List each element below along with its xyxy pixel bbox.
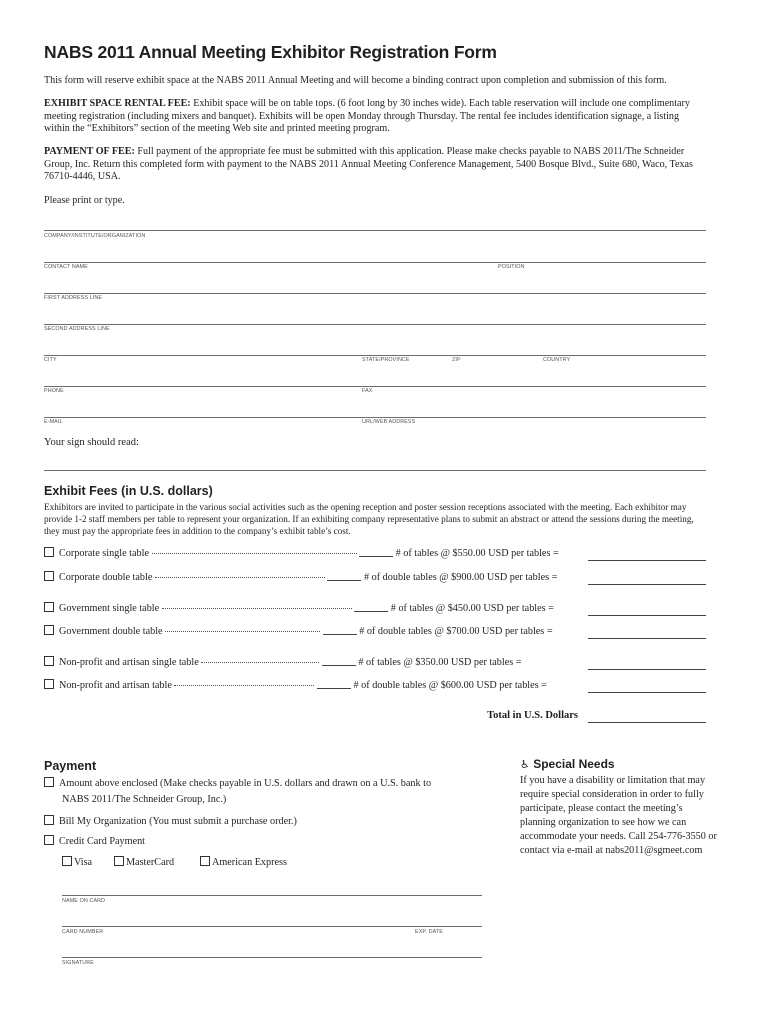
fee-label: Non-profit and artisan single table: [59, 657, 199, 668]
corporate-single-qty-input[interactable]: [359, 555, 393, 557]
payment-option-bill: [44, 815, 297, 827]
card-mastercard: [114, 856, 174, 868]
fee-label: Non-profit and artisan table: [59, 680, 172, 691]
leader-dots: [165, 630, 320, 632]
card-number-label: CARD NUMBER: [62, 929, 104, 935]
government-single-amount-input[interactable]: [588, 615, 706, 616]
leader-dots: [201, 661, 319, 663]
sign-label: Your sign should read:: [44, 437, 139, 448]
fee-rate: # of double tables @ $700.00 USD per tables =: [359, 626, 553, 637]
fee-row-nonprofit-double: [44, 679, 547, 693]
leader-dots: [162, 607, 352, 609]
bill-org-checkbox[interactable]: [44, 815, 54, 825]
fee-rate: # of tables @ $550.00 USD per tables =: [395, 548, 559, 559]
contact-label: CONTACT NAME: [44, 264, 88, 270]
visa-label: Visa: [74, 857, 93, 868]
email-input[interactable]: [44, 417, 706, 418]
fee-rate: # of tables @ $450.00 USD per tables =: [390, 603, 554, 614]
country-label: COUNTRY: [543, 357, 571, 363]
mastercard-checkbox[interactable]: [114, 856, 124, 866]
fee-label: Corporate single table: [59, 548, 149, 559]
fee-row-government-single: [44, 602, 554, 616]
enclosed-checkbox[interactable]: [44, 777, 54, 787]
government-double-checkbox[interactable]: [44, 625, 54, 635]
total-label: Total in U.S. Dollars: [487, 710, 578, 721]
address2-label: SECOND ADDRESS LINE: [44, 326, 110, 332]
fees-description: Exhibitors are invited to participate in the various social activities such as the opening reception and poster session receptions associated with the meeting. Each exhibitor may provide 1-2 staff members per table to represent your organization. If an exhibiting company representative plans to submit an abstract or attend the sessions during the meeting, they must pay the appropriate fees in addition to the company’s exhibit table’s cost.: [44, 502, 694, 537]
phone-input[interactable]: [44, 386, 706, 387]
bill-org-label: Bill My Organization (You must submit a purchase order.): [59, 816, 297, 827]
name-on-card-label: NAME ON CARD: [62, 898, 106, 904]
card-amex: [200, 856, 287, 868]
signature-input[interactable]: [62, 957, 482, 958]
fax-label: FAX: [362, 388, 373, 394]
leader-dots: [152, 552, 357, 554]
special-needs-heading-row: [520, 757, 615, 771]
zip-label: ZIP: [452, 357, 461, 363]
card-number-input[interactable]: [62, 926, 482, 927]
amex-label: American Express: [212, 857, 287, 868]
fee-rate: # of double tables @ $900.00 USD per tables =: [364, 572, 558, 583]
fee-rate: # of double tables @ $600.00 USD per tables =: [353, 680, 547, 691]
rental-fee-label: EXHIBIT SPACE RENTAL FEE:: [44, 98, 191, 109]
corporate-double-checkbox[interactable]: [44, 571, 54, 581]
leader-dots: [174, 684, 314, 686]
special-needs-heading: Special Needs: [533, 757, 615, 771]
government-single-qty-input[interactable]: [354, 610, 388, 612]
position-label: POSITION: [498, 264, 525, 270]
address2-input[interactable]: [44, 324, 706, 325]
fee-row-corporate-single: [44, 547, 559, 561]
nonprofit-single-checkbox[interactable]: [44, 656, 54, 666]
fee-row-corporate-double: [44, 571, 557, 585]
fees-heading: Exhibit Fees (in U.S. dollars): [44, 484, 213, 498]
print-note: Please print or type.: [44, 195, 125, 206]
special-needs-text: If you have a disability or limitation that may require special consideration in order to fully participate, please contact the meeting’s planning organization to see how we can accommodate your needs. Call 254-776-3550 or contact via e-mail at nabs2011@sgmeet.com: [520, 775, 717, 857]
enclosed-label-line1: Amount above enclosed (Make checks payable in U.S. dollars and drawn on a U.S. bank to: [59, 778, 432, 789]
fee-label: Corporate double table: [59, 572, 153, 583]
rental-fee-text: Exhibit space will be on table tops. (6 foot long by 30 inches wide). Each table reservation will include one complimentary meeting registration (including mixers and banquet). Exhibits will be open Monday through Thursday. The rental fee includes identification signage, a listing within the “Exhibitors” section of the meeting Web site and printed meeting program.: [44, 98, 690, 135]
fee-row-government-double: [44, 625, 553, 639]
payment-option-enclosed: [44, 777, 431, 789]
nonprofit-double-amount-input[interactable]: [588, 692, 706, 693]
phone-label: PHONE: [44, 388, 64, 394]
government-double-qty-input[interactable]: [323, 633, 357, 635]
signature-label: SIGNATURE: [62, 960, 94, 966]
payment-fee-text: Full payment of the appropriate fee must be submitted with this application. Please make checks payable to NABS 2011/The Schneider Group, Inc. Return this completed form with payment to the NABS 2011 Annual Meeting Conference Management, 5400 Bosque Blvd., Suite 680, Waco, Texas 76710-4446, USA.: [44, 146, 693, 183]
payment-heading: Payment: [44, 759, 97, 773]
contact-input[interactable]: [44, 262, 706, 263]
url-label: URL/WEB ADDRESS: [362, 419, 416, 425]
sign-input[interactable]: [44, 470, 706, 471]
rental-fee-paragraph: [44, 98, 706, 136]
amex-checkbox[interactable]: [200, 856, 210, 866]
nonprofit-single-qty-input[interactable]: [322, 664, 356, 666]
exp-date-label: EXP. DATE: [415, 929, 443, 935]
nonprofit-single-amount-input[interactable]: [588, 669, 706, 670]
payment-fee-paragraph: [44, 146, 706, 184]
nonprofit-double-qty-input[interactable]: [317, 687, 351, 689]
visa-checkbox[interactable]: [62, 856, 72, 866]
fee-rate: # of tables @ $350.00 USD per tables =: [358, 657, 522, 668]
credit-card-checkbox[interactable]: [44, 835, 54, 845]
corporate-single-amount-input[interactable]: [588, 560, 706, 561]
credit-card-label: Credit Card Payment: [59, 836, 146, 847]
address1-input[interactable]: [44, 293, 706, 294]
company-input[interactable]: [44, 230, 706, 231]
name-on-card-input[interactable]: [62, 895, 482, 896]
fee-label: Government single table: [59, 603, 160, 614]
city-input[interactable]: [44, 355, 706, 356]
enclosed-label-line2: NABS 2011/The Schneider Group, Inc.): [62, 794, 227, 805]
total-amount-input[interactable]: [588, 722, 706, 723]
fee-label: Government double table: [59, 626, 163, 637]
government-double-amount-input[interactable]: [588, 638, 706, 639]
mastercard-label: MasterCard: [126, 857, 175, 868]
email-label: E-MAIL: [44, 419, 63, 425]
leader-dots: [155, 576, 325, 578]
intro-text: This form will reserve exhibit space at the NABS 2011 Annual Meeting and will become a binding contract upon completion and submission of this form.: [44, 75, 667, 86]
payment-fee-label: PAYMENT OF FEE:: [44, 146, 135, 157]
corporate-single-checkbox[interactable]: [44, 547, 54, 557]
address1-label: FIRST ADDRESS LINE: [44, 295, 103, 301]
state-label: STATE/PROVINCE: [362, 357, 410, 363]
corporate-double-qty-input[interactable]: [327, 579, 361, 581]
company-label: COMPANY/INSTITUTE/ORGANIZATION: [44, 233, 146, 239]
fee-row-nonprofit-single: [44, 656, 522, 670]
card-visa: [62, 856, 92, 868]
corporate-double-amount-input[interactable]: [588, 584, 706, 585]
nonprofit-double-checkbox[interactable]: [44, 679, 54, 689]
wheelchair-icon: ♿: [520, 759, 530, 771]
form-title: NABS 2011 Annual Meeting Exhibitor Registration Form: [44, 42, 497, 62]
city-label: CITY: [44, 357, 57, 363]
payment-option-credit: [44, 835, 145, 847]
government-single-checkbox[interactable]: [44, 602, 54, 612]
